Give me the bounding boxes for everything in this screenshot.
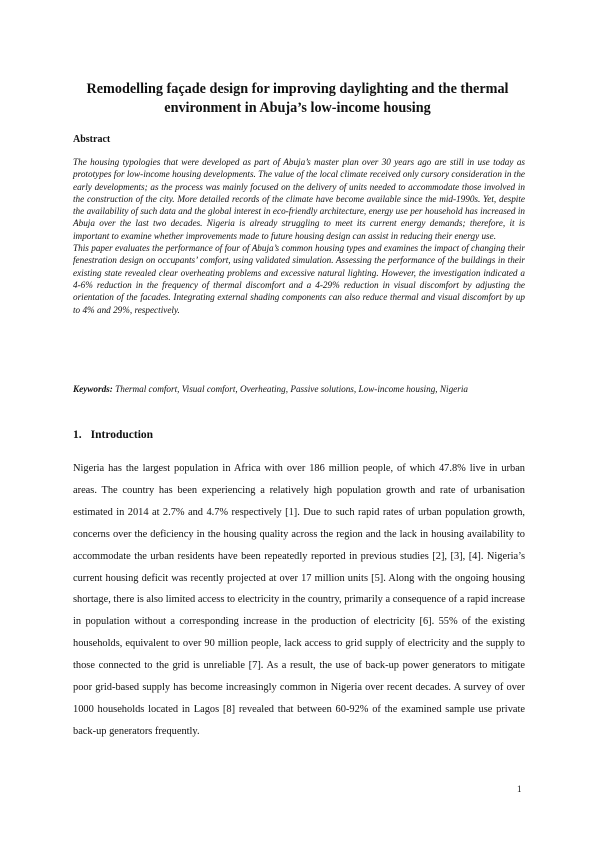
abstract-paragraph: The housing typologies that were developed as part of Abuja’s master plan over 30 years ago are still in use today as prototypes for low-income housing developments. The value of the local climate received only cursory consideration in the early developments; as the process was mainly focused on the delivery of units needed to accommodate those involved in the construction of the city. More detailed records of the climate have become available since the mid-1990s. Yet, despite the availability of such data and the global interest in eco-friendly architecture, energy use per household has increased in Abuja over the last two decades. Nigeria is already struggling to meet its current energy demands; therefore, it is important to examine whether improvements made to future housing design can assist in reducing their energy use. [73,157,525,241]
abstract-body [73,156,525,316]
keywords-text: Thermal comfort, Visual comfort, Overheating, Passive solutions, Low-income housing, Nigeria [115,384,468,394]
abstract-paragraph: This paper evaluates the performance of four of Abuja’s common housing types and examines the impact of changing their fenestration design on occupants’ comfort, using validated simulation. Assessing the performance of the buildings in their existing state revealed clear overheating problems and excessive natural lighting. However, the investigation indicated a 4-6% reduction in the frequency of thermal discomfort and a 4-29% reduction in visual discomfort by adjusting the orientation of the facades. Integrating external shading components can also reduce thermal and visual discomfort by up to 4% and 29%, respectively. [73,243,525,315]
intro-paragraph: Nigeria has the largest population in Africa with over 186 million people, of which 47.8% live in urban areas. The country has been experiencing a relatively high population growth and rate of urbanisation estimated in 2014 at 2.7% and 4.7% respectively [1]. Due to such rapid rates of urban population growth, concerns over the deficiency in the housing quality across the region and the lack in housing availability to accommodate the urban residents have been repeatedly reported in previous studies [2], [3], [4]. Nigeria’s current housing deficit was recently projected at over 17 million units [5]. Along with the ongoing housing shortage, there is also limited access to electricity in the country, primarily a consequence of a rapid increase in population without a corresponding increase in the production of electricity [6]. 55% of the existing households, equivalent to over 90 million people, lack access to grid supply of electricity and the supply to those connected to the grid is unreliable [7]. As a result, the use of back-up power generators to mitigate poor grid-based supply has become increasingly common in Nigeria over recent decades. A survey of over 1000 households located in Lagos [8] revealed that between 60-92% of the examined sample use private back-up generators frequently. [73,463,525,737]
paper-title: Remodelling façade design for improving daylighting and the thermal environment in Abuja’s low-income housing [86,81,509,116]
section-title: Introduction [90,429,154,441]
keywords-label: Keywords: [73,384,113,394]
section-heading [73,429,153,441]
keywords [73,383,525,395]
page-number: 1 [517,784,522,794]
abstract-heading: Abstract [73,134,111,145]
section-number: 1. [73,429,82,441]
